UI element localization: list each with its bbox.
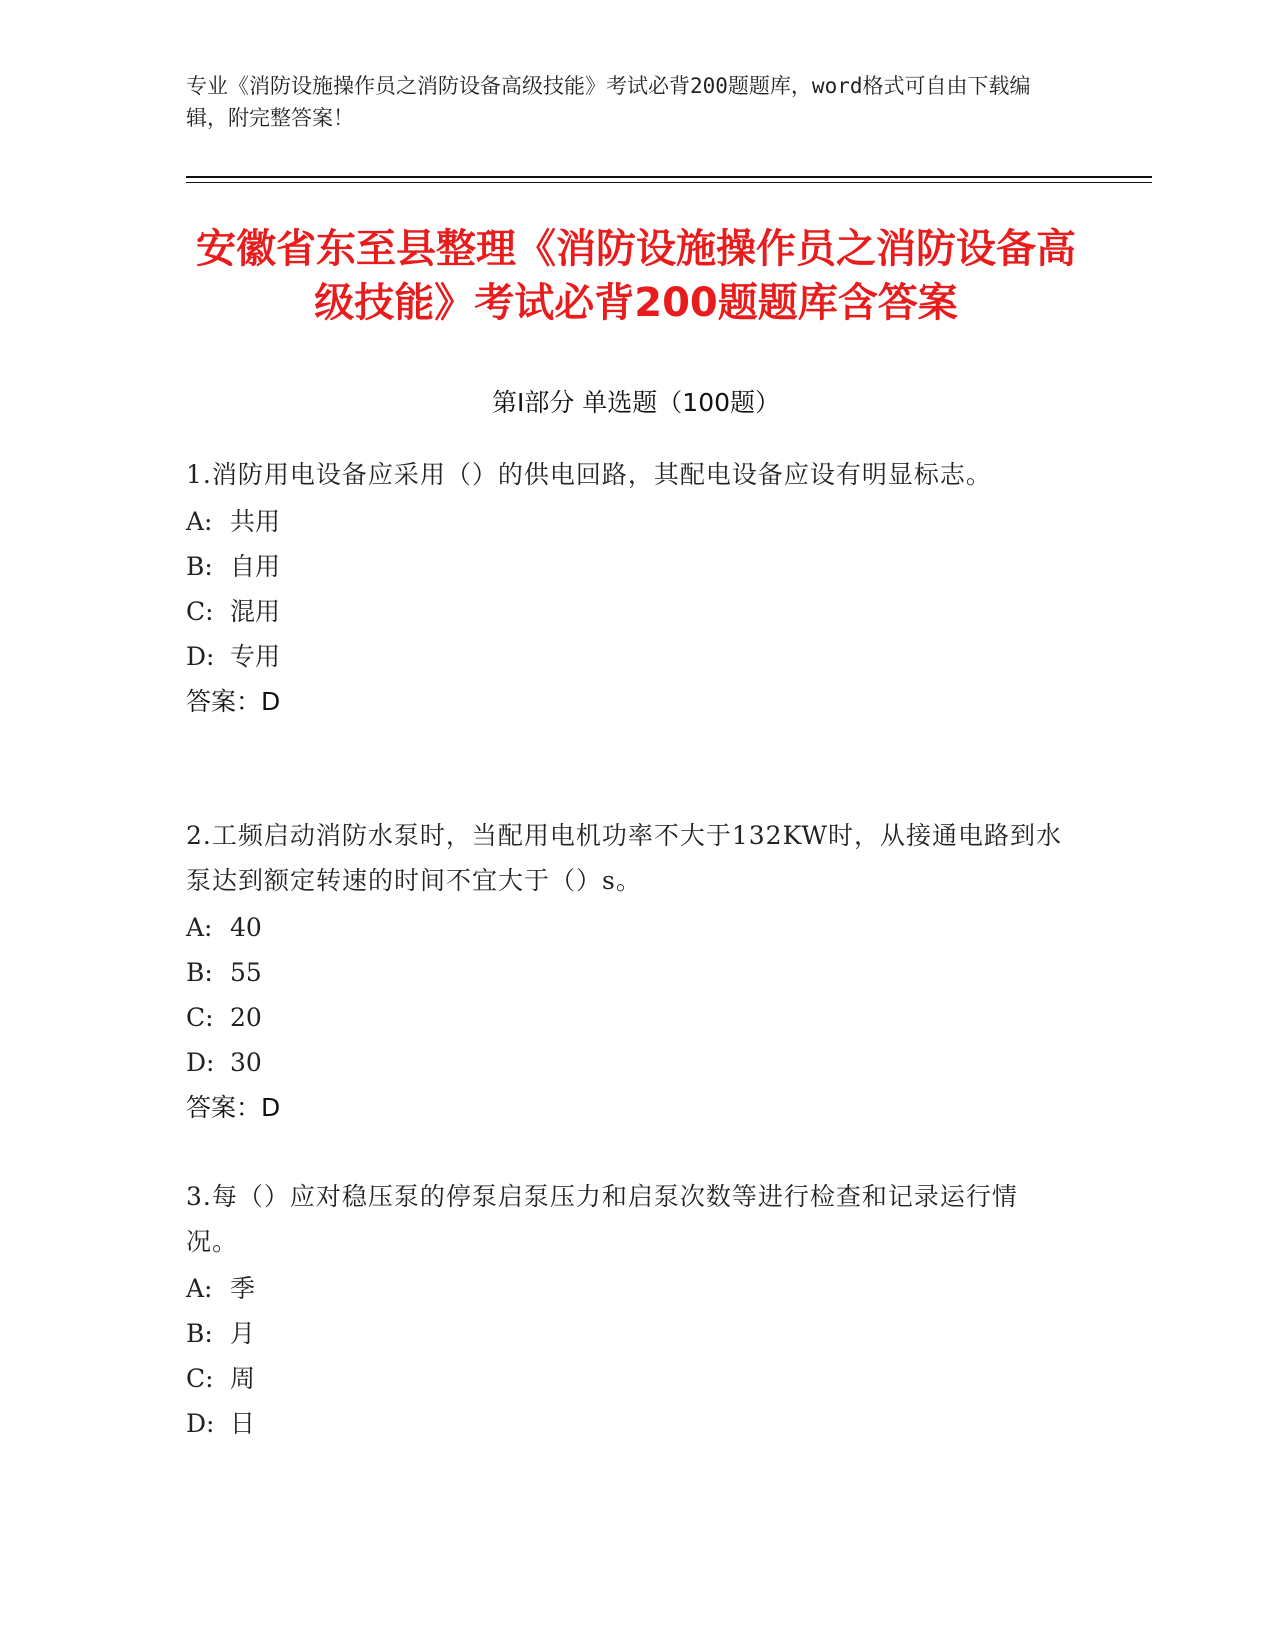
question-3 [186,1174,1066,1446]
option-letter: D: [186,642,215,671]
option-letter: B: [186,958,213,987]
option-letter: A: [186,1274,213,1303]
option-b [186,950,1066,995]
option-letter: A: [186,913,213,942]
option-a [186,1266,1066,1311]
question-stem: 2.工频启动消防水泵时，当配用电机功率不大于132KW时，从接通电路到水泵达到额定转速的时间不宜大于（）s。 [186,821,1063,895]
option-text: 月 [230,1319,256,1348]
option-letter: B: [186,552,213,581]
header-divider-thick [186,176,1152,178]
option-text: 周 [230,1364,256,1393]
header-divider-thin [186,182,1152,183]
option-text: 55 [230,958,262,987]
option-b [186,544,1066,589]
option-text: 混用 [230,597,281,626]
option-c [186,995,1066,1040]
option-letter: D: [186,1048,215,1077]
option-letter: C: [186,1364,214,1393]
option-c [186,1356,1066,1401]
option-text: 30 [230,1048,262,1077]
option-text: 共用 [230,507,281,536]
question-1 [186,452,1066,724]
option-text: 季 [230,1274,256,1303]
document-title: 安徽省东至县整理《消防设施操作员之消防设备高级技能》考试必背200题题库含答案 [196,226,1076,326]
option-letter: B: [186,1319,213,1348]
option-text: 专用 [230,642,281,671]
option-text: 日 [230,1409,256,1438]
option-letter: D: [186,1409,215,1438]
question-stem: 3.每（）应对稳压泵的停泵启泵压力和启泵次数等进行检查和记录运行情况。 [186,1182,1018,1256]
option-a [186,499,1066,544]
answer-line: 答案：D [186,1093,281,1122]
option-letter: C: [186,1003,214,1032]
option-letter: C: [186,597,214,626]
option-text: 20 [230,1003,262,1032]
option-d [186,1040,1066,1085]
section-heading: 第I部分 单选题（100题） [491,388,781,417]
option-c [186,589,1066,634]
option-text: 自用 [230,552,281,581]
option-text: 40 [230,913,262,942]
header-note: 专业《消防设施操作员之消防设备高级技能》考试必背200题题库，word格式可自由下载编辑，附完整答案！ [186,74,1031,130]
question-stem: 1.消防用电设备应采用（）的供电回路，其配电设备应设有明显标志。 [186,460,992,489]
option-a [186,905,1066,950]
answer-line: 答案：D [186,687,281,716]
option-d [186,1401,1066,1446]
option-letter: A: [186,507,213,536]
option-d [186,634,1066,679]
question-2 [186,813,1066,1130]
option-b [186,1311,1066,1356]
